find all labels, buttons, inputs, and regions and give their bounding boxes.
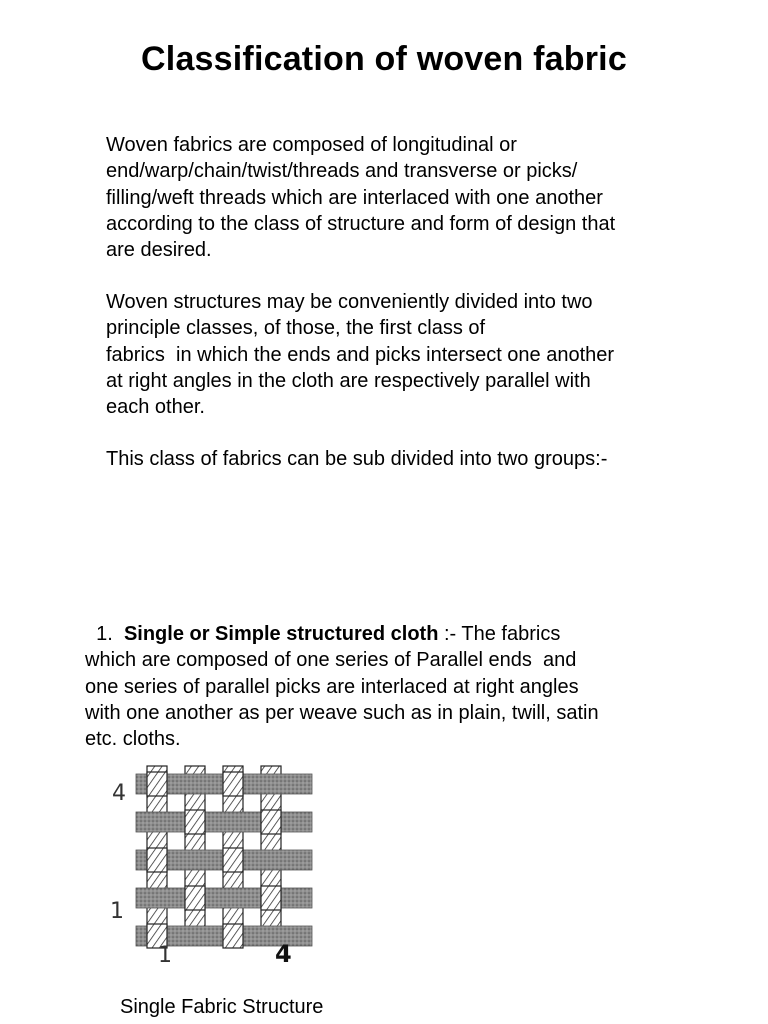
text-line: fabrics in which the ends and picks intersect one another — [106, 343, 615, 366]
weave-grid — [136, 766, 312, 948]
warp-crossing — [223, 848, 243, 872]
text-line: Woven structures may be conveniently divided into two — [106, 291, 593, 313]
warp-crossing — [147, 772, 167, 796]
text-line: etc. cloths. — [85, 728, 181, 751]
list-number: 1. — [96, 623, 113, 645]
text-line: filling/weft threads which are interlaced with one another — [106, 186, 603, 209]
warp-crossing — [223, 772, 243, 796]
warp-crossing — [261, 810, 281, 834]
groups-paragraph — [106, 446, 686, 472]
text-line: which are composed of one series of Parallel ends and — [85, 649, 577, 672]
warp-crossing — [185, 810, 205, 834]
weft-thread — [136, 888, 312, 908]
intro-paragraph — [106, 132, 686, 263]
warp-crossing — [147, 848, 167, 872]
text-line: principle classes, of those, the first class of — [106, 317, 486, 340]
col-label-left: 1 — [158, 943, 172, 968]
text-line: with one another as per weave such as in plain, twill, satin — [85, 701, 599, 724]
text-line: end/warp/chain/twist/threads and transverse or picks/ — [106, 160, 578, 183]
list-item-lead: :- The fabrics — [438, 623, 561, 645]
list-item-single-structure — [85, 621, 685, 752]
weave-diagram — [100, 760, 330, 972]
text-line: according to the class of structure and form of design that — [106, 212, 616, 235]
list-item-first-line — [85, 621, 685, 647]
warp-crossing — [261, 886, 281, 910]
col-label-right: 4 — [275, 940, 292, 968]
text-line: This class of fabrics can be sub divided into two groups:- — [106, 448, 608, 470]
text-line: each other. — [106, 396, 205, 419]
weft-thread — [136, 812, 312, 832]
warp-crossing — [185, 886, 205, 910]
text-line: one series of parallel picks are interlaced at right angles — [85, 675, 579, 698]
page-title: Classification of woven fabric — [141, 40, 627, 78]
figure-caption: Single Fabric Structure — [120, 996, 324, 1018]
row-label-top: 4 — [112, 781, 126, 806]
text-line: at right angles in the cloth are respectively parallel with — [106, 369, 591, 392]
warp-crossing — [223, 924, 243, 948]
text-line: are desired. — [106, 239, 212, 262]
row-label-bottom: 1 — [110, 899, 124, 924]
list-item-heading: Single or Simple structured cloth — [123, 623, 439, 645]
text-line: Woven fabrics are composed of longitudinal or — [106, 134, 517, 156]
classes-paragraph — [106, 289, 686, 420]
